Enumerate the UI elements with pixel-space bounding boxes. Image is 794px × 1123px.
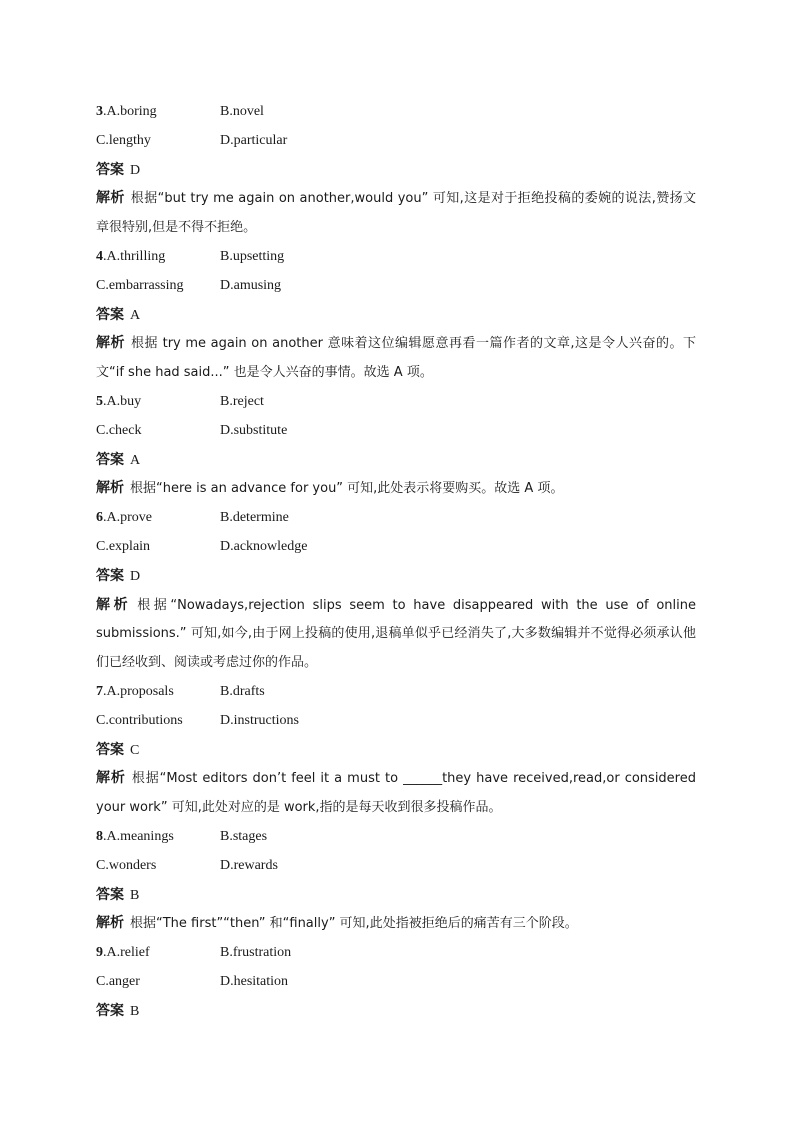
options-row-1: [96, 243, 696, 272]
option-c: C.wonders: [96, 857, 157, 873]
options-row-1: [96, 388, 696, 417]
explanation-text: 根据“Nowadays,rejection slips seem to have disappeared with the use of online submissions.” 可知,如今,由于网上投稿的使用,退稿单似乎已经消失了,大多数编辑并不觉得必须承认他们已经收到、阅读或考虑过你的作品。: [96, 597, 697, 671]
answer-row: [96, 156, 696, 185]
option-text: A.thrilling: [106, 248, 166, 264]
explanation-text: 根据 try me again on another 意味着这位编辑愿意再看一篇作者的文章,这是令人兴奋的。下文“if she had said...” 也是令人兴奋的事情。故选 A 项。: [96, 336, 696, 381]
answer-row: [96, 562, 696, 591]
option-b: B.novel: [220, 104, 264, 119]
question-number: 4: [96, 248, 103, 264]
explanation-text: 根据“Most editors don’t feel it a must to ______they have received,read,or considered your work” 可知,此处对应的是 work,指的是每天收到很多投稿作品。: [96, 771, 696, 816]
answer-value: B: [130, 887, 140, 903]
option-text: A.relief: [106, 945, 150, 961]
options-row-2: [96, 707, 696, 736]
explanation-label: 解析: [96, 770, 126, 787]
answer-row: [96, 301, 696, 330]
options-row-1: [96, 939, 696, 968]
question-number: 7: [96, 683, 103, 699]
option-b: B.drafts: [220, 683, 265, 699]
options-row-1: [96, 678, 696, 707]
options-row-1: [96, 823, 696, 852]
option-a: [96, 504, 220, 533]
explanation-label: 解析: [96, 596, 132, 613]
options-row-2: [96, 968, 696, 997]
question-block-5: [96, 388, 696, 504]
question-number: 9: [96, 945, 103, 961]
option-a: [96, 243, 220, 272]
number-separator: .: [103, 945, 107, 961]
options-row-2: [96, 272, 696, 301]
number-separator: .: [103, 683, 107, 699]
option-a: [96, 388, 220, 417]
option-c: C.lengthy: [96, 132, 151, 148]
explanation: [96, 591, 696, 678]
explanation-label: 解析: [96, 480, 124, 497]
explanation: [96, 764, 696, 823]
answer-value: D: [130, 568, 141, 584]
option-d: D.particular: [220, 132, 288, 148]
question-number: 8: [96, 828, 103, 844]
option-a: [96, 98, 220, 127]
answer-key-content: [96, 98, 696, 1026]
option-c: C.anger: [96, 973, 140, 989]
question-block-3: [96, 98, 696, 243]
options-row-1: [96, 98, 696, 127]
explanation: [96, 329, 696, 388]
answer-value: C: [130, 742, 140, 758]
answer-row: [96, 736, 696, 765]
number-separator: .: [103, 828, 107, 844]
answer-label: 答案: [96, 1002, 124, 1019]
number-separator: .: [103, 393, 107, 409]
answer-value: B: [130, 1003, 140, 1019]
question-number: 6: [96, 510, 103, 526]
option-b: B.reject: [220, 393, 264, 409]
option-text: A.meanings: [106, 828, 174, 844]
options-row-2: [96, 533, 696, 562]
explanation: [96, 184, 696, 243]
explanation-text: 根据“here is an advance for you” 可知,此处表示将要购买。故选 A 项。: [130, 481, 564, 497]
option-a: [96, 939, 220, 968]
question-number: 5: [96, 393, 103, 409]
answer-row: [96, 881, 696, 910]
question-block-4: [96, 243, 696, 388]
option-c: C.explain: [96, 538, 151, 554]
answer-label: 答案: [96, 451, 124, 468]
answer-value: A: [130, 307, 141, 323]
explanation: [96, 909, 696, 939]
option-d: D.rewards: [220, 857, 278, 873]
explanation: [96, 474, 696, 504]
answer-label: 答案: [96, 567, 124, 584]
option-text: A.prove: [106, 510, 152, 526]
answer-label: 答案: [96, 161, 124, 178]
answer-row: [96, 997, 696, 1026]
explanation-text: 根据“The first”“then” 和“finally” 可知,此处指被拒绝后的痛苦有三个阶段。: [130, 916, 578, 932]
options-row-2: [96, 127, 696, 156]
option-text: A.buy: [106, 393, 142, 409]
option-b: B.determine: [220, 510, 289, 526]
answer-value: D: [130, 162, 141, 178]
option-d: D.hesitation: [220, 973, 289, 989]
number-separator: .: [103, 510, 107, 526]
question-block-7: [96, 678, 696, 823]
option-d: D.instructions: [220, 712, 299, 728]
option-b: B.frustration: [220, 945, 292, 961]
option-text: A.boring: [106, 104, 157, 119]
answer-row: [96, 446, 696, 475]
option-b: B.stages: [220, 828, 268, 844]
answer-value: A: [130, 452, 141, 468]
question-number: 3: [96, 104, 103, 119]
answer-label: 答案: [96, 741, 124, 758]
option-c: C.contributions: [96, 712, 183, 728]
option-b: B.upsetting: [220, 248, 285, 264]
options-row-1: [96, 504, 696, 533]
answer-label: 答案: [96, 886, 124, 903]
number-separator: .: [103, 248, 107, 264]
explanation-label: 解析: [96, 915, 124, 932]
options-row-2: [96, 417, 696, 446]
explanation-label: 解析: [96, 335, 125, 352]
question-block-9: [96, 939, 696, 1025]
option-a: [96, 678, 220, 707]
option-text: A.proposals: [106, 683, 174, 699]
option-a: [96, 823, 220, 852]
explanation-label: 解析: [96, 190, 125, 207]
question-block-6: [96, 504, 696, 678]
option-c: C.check: [96, 422, 142, 438]
answer-label: 答案: [96, 306, 124, 323]
question-block-8: [96, 823, 696, 939]
number-separator: .: [103, 104, 107, 119]
option-d: D.amusing: [220, 277, 282, 293]
option-d: D.acknowledge: [220, 538, 308, 554]
explanation-text: 根据“but try me again on another,would you” 可知,这是对于拒绝投稿的委婉的说法,赞扬文章很特别,但是不得不拒绝。: [96, 191, 697, 236]
options-row-2: [96, 852, 696, 881]
option-c: C.embarrassing: [96, 277, 184, 293]
option-d: D.substitute: [220, 422, 288, 438]
